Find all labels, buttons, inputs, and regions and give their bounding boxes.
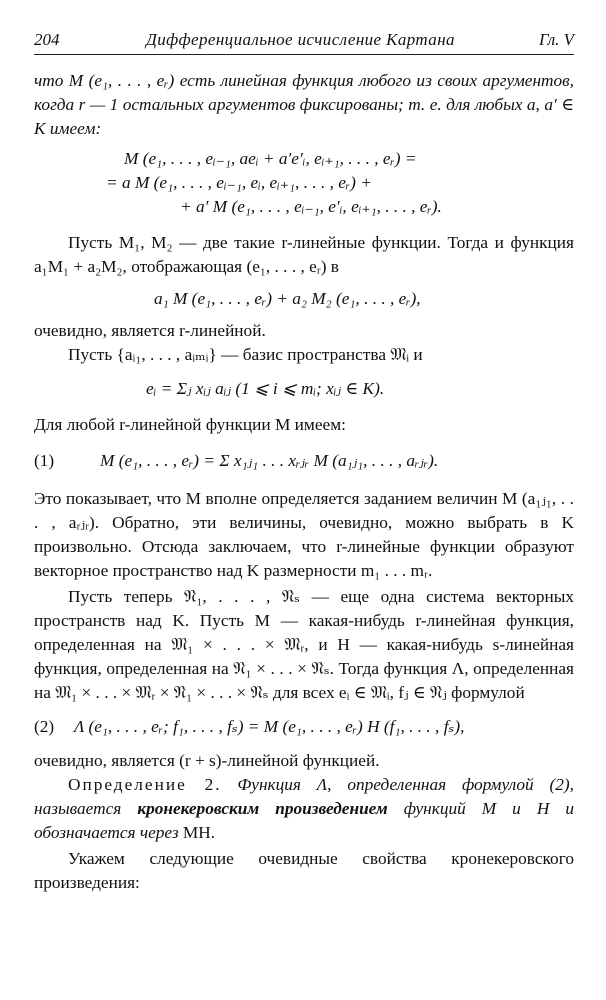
page-number: 204 bbox=[34, 30, 60, 49]
paragraph-r-linear: очевидно, является r-линейной. bbox=[34, 321, 266, 340]
running-title: Дифференциальное исчисление Картана bbox=[146, 30, 455, 49]
definition-text-a: Функция Λ, определенная формулой (2), bbox=[237, 775, 574, 794]
equation-basis-expansion: eᵢ = Σⱼ xᵢⱼ aᵢⱼ (1 ⩽ i ⩽ mᵢ; xᵢⱼ ∈ K). bbox=[146, 379, 385, 398]
paragraph-r-plus-s: очевидно, является (r + s)-линейной функцией. bbox=[34, 751, 380, 770]
paragraph-two-functions: Пусть M₁, M₂ — две такие r-линейные функции. Тогда и функция a₁M₁ + a₂M₂, отображающая (e₁, . . . , eᵣ) в bbox=[34, 233, 574, 276]
definition-label: Определение 2. bbox=[68, 775, 222, 794]
definition-text-c: функций M и H и обозначается через bbox=[34, 799, 574, 842]
paragraph-kronecker-setup: Пусть теперь 𝔑₁, . . . , 𝔑ₛ — еще одна система векторных пространств над K. Пусть M — какая-нибудь r-линейная функция, определенная на 𝔐₁ × . . . × 𝔐ᵣ, и H — какая-нибудь s-линейная функция, определенная на 𝔑₁ × . . . × 𝔑ₛ. Тогда функция Λ, определенная на 𝔐₁ × . . . × 𝔐ᵣ × 𝔑₁ × . . . × 𝔑ₛ для всех eᵢ ∈ 𝔐ᵢ, fⱼ ∈ 𝔑ⱼ формулой bbox=[34, 587, 574, 702]
paragraph-basis: Пусть {aᵢ₁, . . . , aᵢₘᵢ} — базис пространства 𝔐ᵢ и bbox=[68, 345, 423, 364]
equation-number-2: (2) bbox=[34, 717, 55, 736]
equation-number-1: (1) bbox=[34, 451, 55, 470]
definition-mh: MH. bbox=[182, 823, 216, 842]
page bbox=[34, 28, 574, 895]
equation-2: Λ (e₁, . . . , eᵣ; f₁, . . . , fₛ) = M (e₁, . . . , eᵣ) H (f₁, . . . , fₛ), bbox=[74, 717, 465, 736]
equation-1-row bbox=[34, 449, 574, 473]
paragraph-properties: Укажем следующие очевидные свойства кронекеровского произведения: bbox=[34, 849, 574, 892]
equation-2-row bbox=[34, 715, 574, 739]
equation-linear-combination: a₁ M (e₁, . . . , eᵣ) + a₂ M₂ (e₁, . . . , eᵣ), bbox=[154, 289, 421, 308]
equation-linearity-3: + a′ M (e₁, . . . , eᵢ₋₁, e′ᵢ, eᵢ₊₁, . . . , eᵣ). bbox=[180, 197, 442, 216]
paragraph-linearity: что M (e₁, . . . , eᵣ) есть линейная функция любого из своих аргументов, когда r — 1 остальных аргументов фиксированы; т. е. для любых a, a′ ∈ K имеем: bbox=[34, 71, 574, 138]
definition-text-b: называется bbox=[34, 799, 122, 818]
definition-2 bbox=[34, 773, 574, 845]
equation-1: M (e₁, . . . , eᵣ) = Σ x₁ⱼ₁ . . . xᵣⱼᵣ M (a₁ⱼ₁, . . . , aᵣⱼᵣ). bbox=[100, 451, 439, 470]
chapter-label: Гл. V bbox=[538, 30, 574, 49]
equation-linearity-2: = a M (e₁, . . . , eᵢ₋₁, eᵢ, eᵢ₊₁, . . . , eᵣ) + bbox=[106, 173, 372, 192]
paragraph-any-r-linear: Для любой r-линейной функции M имеем: bbox=[34, 415, 346, 434]
definition-term: кронекеровским произведением bbox=[137, 799, 388, 818]
equation-linearity-1: M (e₁, . . . , eᵢ₋₁, aeᵢ + a′e′ᵢ, eᵢ₊₁, . . . , eᵣ) = bbox=[124, 149, 417, 168]
running-header bbox=[34, 28, 574, 55]
paragraph-dimension: Это показывает, что M вполне определяется заданием величин M (a₁ⱼ₁, . . . , aᵣⱼᵣ). Обратно, эти величины, очевидно, можно выбрать в K произвольно. Отсюда заключаем, что r-линейные функции образуют векторное пространство над K размерности m₁ . . . mᵣ. bbox=[34, 489, 574, 580]
